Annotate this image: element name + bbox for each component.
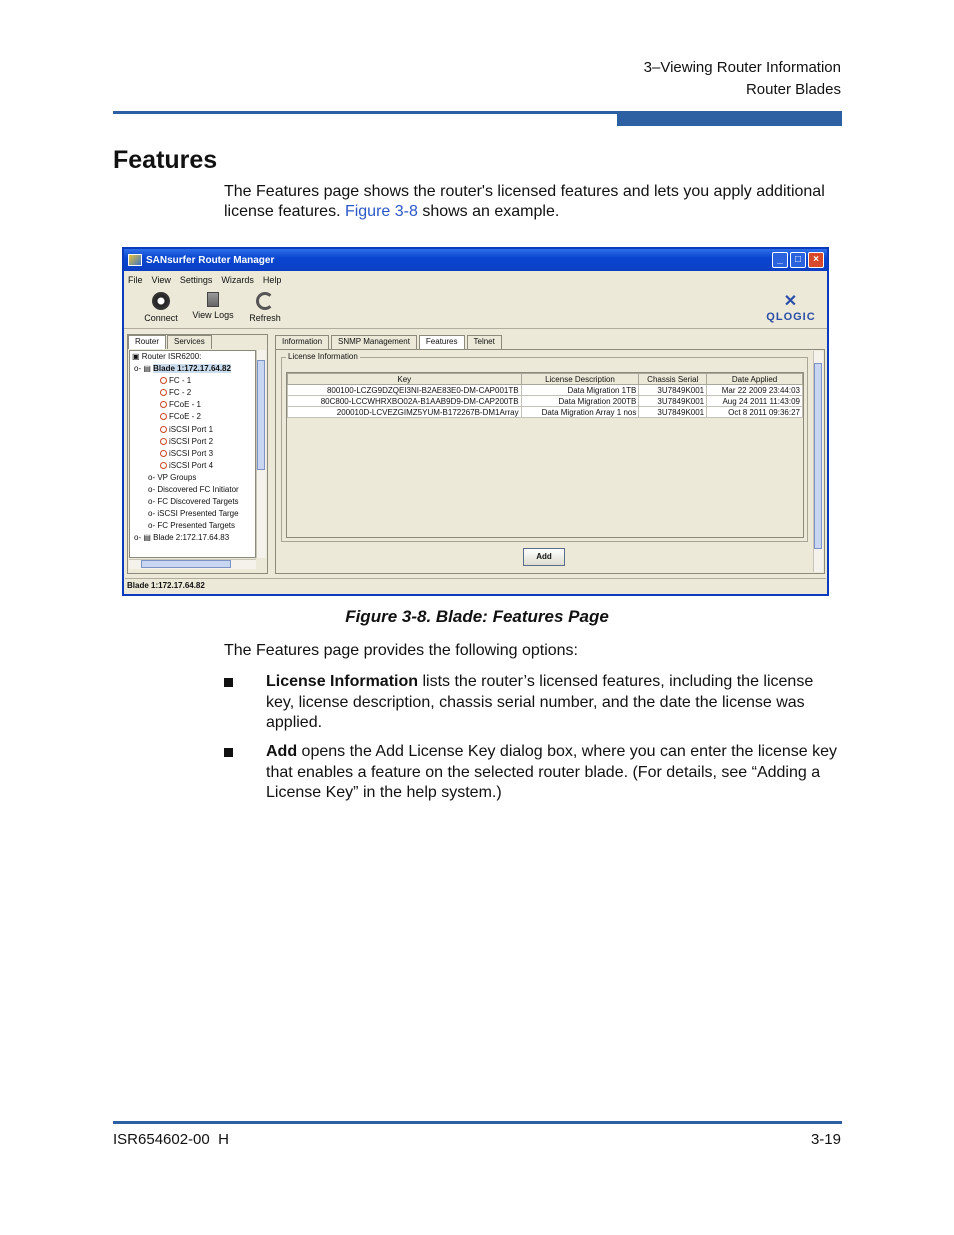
options-intro: The Features page provides the following options: [224, 642, 578, 659]
tree-node[interactable]: o- FC Discovered Targets [148, 497, 239, 507]
page-heading: Features [113, 146, 218, 174]
table-row[interactable]: 80C800-LCCWHRXBO02A-B1AAB9D9-DM-CAP200TB Data Migration 200TB 3U7849K001 Aug 24 2011 11:43:09 [288, 396, 803, 407]
tab-services[interactable]: Services [167, 335, 212, 349]
tab-telnet[interactable]: Telnet [467, 335, 502, 349]
tree-node[interactable]: o- VP Groups [148, 472, 197, 482]
tree-node[interactable]: iSCSI Port 1 [130, 424, 255, 436]
figure-link[interactable]: Figure 3-8 [344, 203, 418, 220]
bullet-add: Add opens the Add License Key dialog box, where you can enter the license key that enables a feature on the selected router blade. (For details, see “Adding a License Key” in the help system.) [224, 742, 844, 804]
column-header[interactable]: Chassis Serial [639, 374, 707, 385]
tree-node[interactable]: FCoE - 1 [130, 399, 255, 411]
tree-node[interactable]: iSCSI Port 3 [130, 448, 255, 460]
router-tree [129, 350, 256, 558]
table-row[interactable]: 800100-LCZG9DZQEI3NI-B2AE83E0-DM-CAP001TB Data Migration 1TB 3U7849K001 Mar 22 2009 23:44:03 [288, 385, 803, 396]
connect-button[interactable]: Connect [136, 289, 186, 323]
page-number: 3-19 [810, 1131, 841, 1148]
intro-paragraph: The Features page shows the router's licensed features and lets you apply additional license features. Figure 3-8 shows an example. [224, 183, 825, 220]
refresh-icon [256, 292, 274, 310]
tree-node-selected[interactable]: o- ▤ Blade 1:172.17.64.82 [134, 364, 231, 374]
chapter-title: 3–Viewing Router Information [643, 59, 841, 76]
document-id: ISR654602-00 H [113, 1131, 229, 1148]
figure-caption: Figure 3-8. Blade: Features Page [345, 607, 609, 626]
menu-settings[interactable]: Settings [179, 275, 213, 285]
tree-node[interactable]: iSCSI Port 2 [130, 436, 255, 448]
window-titlebar [124, 249, 827, 271]
view-logs-button[interactable]: View Logs [188, 289, 238, 320]
tree-node[interactable]: o- Discovered FC Initiator [148, 485, 239, 495]
tree-node[interactable]: FCoE - 2 [130, 411, 255, 423]
status-bar: Blade 1:172.17.64.82 [125, 578, 826, 593]
tab-features[interactable]: Features [419, 335, 465, 349]
window-title: SANsurfer Router Manager [146, 254, 275, 266]
toolbar [124, 289, 827, 329]
menu-view[interactable]: View [151, 275, 171, 285]
minimize-icon[interactable]: _ [772, 252, 788, 268]
group-title: License Information [288, 352, 358, 361]
column-header[interactable]: Key [288, 374, 522, 385]
table-row[interactable]: 200010D-LCVEZGIMZ5YUM-B172267B-DM1Array Data Migration Array 1 nos 3U7849K001 Oct 8 2011 09:36:27 [288, 407, 803, 418]
tab-router[interactable]: Router [128, 335, 166, 349]
menu-help[interactable]: Help [262, 275, 282, 285]
port-icon [160, 462, 167, 469]
section-title: Router Blades [745, 81, 841, 98]
app-window [122, 247, 829, 596]
navigation-pane [127, 334, 268, 574]
license-information-group [281, 352, 808, 542]
running-header [644, 57, 841, 101]
bullet-square-icon [224, 678, 233, 687]
tree-node[interactable]: o- ▤ Blade 2:172.17.64.83 [134, 533, 230, 543]
column-header[interactable]: Date Applied [707, 374, 803, 385]
menu-file[interactable]: File [128, 275, 143, 285]
footer-rule [113, 1121, 842, 1124]
tab-information[interactable]: Information [275, 335, 329, 349]
port-icon [160, 401, 167, 408]
bullet-license-information: License Information lists the router’s licensed features, including the license key, license description, chassis serial number, and the date the license was applied. [224, 672, 844, 734]
port-icon [160, 377, 167, 384]
column-header[interactable]: License Description [521, 374, 639, 385]
port-icon [160, 413, 167, 420]
qlogic-logo: ✕ QLOGIC [761, 293, 821, 323]
logs-icon [207, 292, 219, 307]
tree-node[interactable]: FC - 1 [130, 375, 255, 387]
port-icon [160, 450, 167, 457]
connect-icon [152, 292, 170, 310]
menu-bar [124, 271, 827, 289]
qlogic-mark-icon: ✕ [783, 293, 799, 310]
tree-node[interactable]: ▣ Router ISR6200: [132, 352, 202, 361]
bullet-square-icon [224, 748, 233, 757]
tree-horizontal-scrollbar[interactable] [129, 559, 256, 569]
app-icon [128, 254, 142, 266]
features-panel [275, 349, 825, 574]
license-table-container [286, 372, 804, 538]
add-button[interactable]: Add [523, 548, 565, 566]
content-tabs [275, 335, 504, 349]
tree-node[interactable]: o- iSCSI Presented Targe [148, 509, 239, 519]
tree-node[interactable]: FC - 2 [130, 387, 255, 399]
port-icon [160, 438, 167, 445]
panel-vertical-scrollbar[interactable] [813, 351, 823, 572]
close-icon[interactable]: × [808, 252, 824, 268]
port-icon [160, 389, 167, 396]
refresh-button[interactable]: Refresh [240, 289, 290, 323]
tree-node[interactable]: o- FC Presented Targets [148, 521, 236, 531]
tree-vertical-scrollbar[interactable] [256, 350, 266, 558]
port-icon [160, 426, 167, 433]
tab-snmp-management[interactable]: SNMP Management [331, 335, 417, 349]
license-table [287, 373, 803, 418]
header-tab [617, 114, 842, 126]
menu-wizards[interactable]: Wizards [221, 275, 254, 285]
maximize-icon[interactable]: □ [790, 252, 806, 268]
tree-node[interactable]: iSCSI Port 4 [130, 460, 255, 472]
